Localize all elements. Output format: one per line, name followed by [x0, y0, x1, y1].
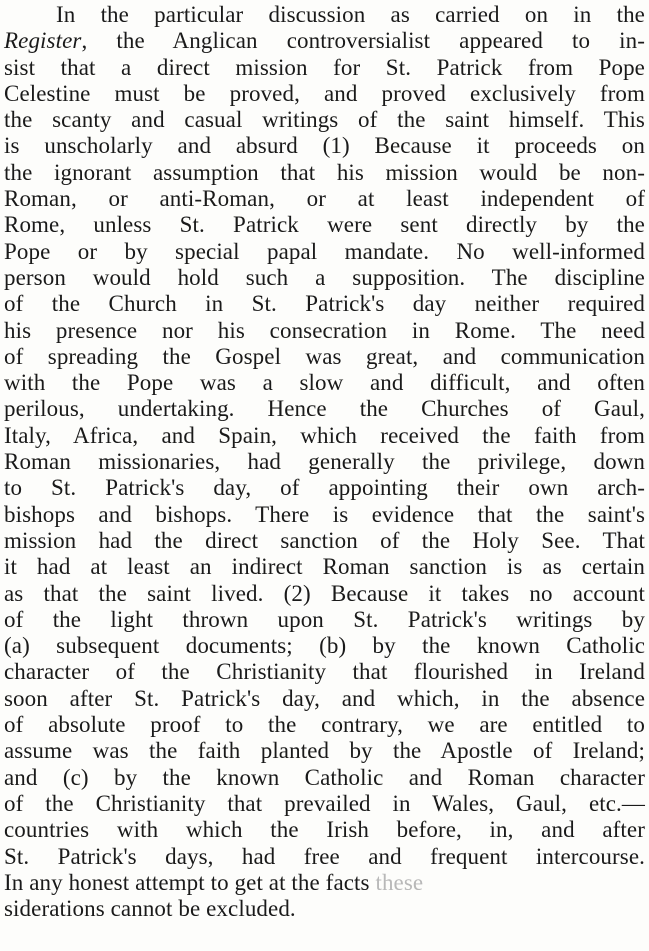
- text-line: of the light thrown upon St. Patrick's writings by: [4, 606, 645, 632]
- text-line: sist that a direct mission for St. Patrick from Pope: [4, 54, 645, 80]
- text-line: [4, 870, 645, 896]
- text-line: Celestine must be proved, and proved exclusively from: [4, 80, 645, 106]
- text-line: siderations cannot be excluded.: [4, 896, 296, 922]
- text-line: (a) subsequent documents; (b) by the known Catholic: [4, 633, 645, 659]
- text-line-segment: In any honest attempt to get at the facts: [4, 869, 376, 895]
- italic-title: Register: [4, 28, 82, 54]
- text-line: St. Patrick's days, had free and frequent intercourse.: [4, 843, 645, 869]
- text-line: with the Pope was a slow and difficult, and often: [4, 370, 645, 396]
- text-line: Rome, unless St. Patrick were sent directly by the: [4, 212, 645, 238]
- text-line: assume was the faith planted by the Apostle of Ireland;: [4, 738, 645, 764]
- text-line: the scanty and casual writings of the saint himself. This: [4, 107, 645, 133]
- text-line: character of the Christianity that flourished in Ireland: [4, 659, 645, 685]
- text-line: bishops and bishops. There is evidence that the saint's: [4, 501, 645, 527]
- text-line: In the particular discussion as carried on in the: [56, 2, 645, 27]
- text-line: soon after St. Patrick's day, and which, in the absence: [4, 685, 645, 711]
- text-line: countries with which the Irish before, in, and after: [4, 817, 645, 843]
- text-line: person would hold such a supposition. The discipline: [4, 264, 645, 290]
- text-line: Pope or by special papal mandate. No well-informed: [4, 238, 645, 264]
- text-line: it had at least an indirect Roman sanction is as certain: [4, 554, 645, 580]
- text-line: is unscholarly and absurd (1) Because it proceeds on: [4, 133, 645, 159]
- body-paragraph: [4, 2, 645, 922]
- text-line: Italy, Africa, and Spain, which received the faith from: [4, 422, 645, 448]
- text-line: Register, the Anglican controversialist appeared to in-: [4, 28, 645, 54]
- text-line: of spreading the Gospel was great, and communication: [4, 343, 645, 369]
- text-line: and (c) by the known Catholic and Roman character: [4, 764, 645, 790]
- text-line: of absolute proof to the contrary, we are entitled to: [4, 712, 645, 738]
- text-line: as that the saint lived. (2) Because it takes no account: [4, 580, 645, 606]
- faded-word: these: [375, 869, 424, 895]
- text-line: to St. Patrick's day, of appointing their own arch-: [4, 475, 645, 501]
- text-line: Roman missionaries, had generally the privilege, down: [4, 449, 645, 475]
- text-line: the ignorant assumption that his mission would be non-: [4, 159, 645, 185]
- text-line: of the Church in St. Patrick's day neither required: [4, 291, 645, 317]
- text-line: of the Christianity that prevailed in Wales, Gaul, etc.—: [4, 790, 645, 816]
- text-line: mission had the direct sanction of the Holy See. That: [4, 527, 645, 553]
- text-line: perilous, undertaking. Hence the Churches of Gaul,: [4, 396, 645, 422]
- text-line: his presence nor his consecration in Rome. The need: [4, 317, 645, 343]
- text-line: Roman, or anti-Roman, or at least independent of: [4, 186, 645, 212]
